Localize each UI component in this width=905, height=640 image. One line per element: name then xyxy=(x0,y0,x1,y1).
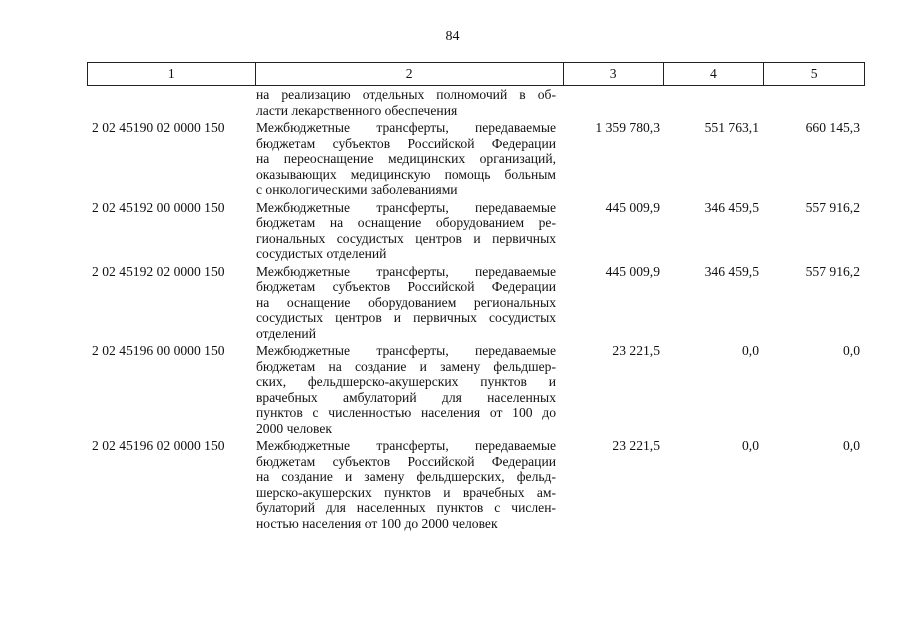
amount-column-5: 660 145,3 xyxy=(805,120,860,135)
description-line xyxy=(256,516,559,532)
table-row xyxy=(87,438,865,531)
amount-column-5: 0,0 xyxy=(843,343,860,358)
description-line-text: гиональных сосудистых центров и первичных xyxy=(256,230,556,246)
budget-code: 2 02 45196 00 0000 150 xyxy=(92,343,225,358)
description-line xyxy=(256,405,559,421)
description-line-text: бюджетам субъектов Российской Федерации xyxy=(256,279,556,294)
description-line-text: ласти лекарственного обеспечения xyxy=(256,102,458,118)
description-line xyxy=(256,182,559,198)
description-line-text: пунктов с численностью населения от 100 до xyxy=(256,405,556,420)
description-line-text: на реализацию отдельных полномочий в об- xyxy=(256,87,556,102)
description-line-text: врачебных амбулаторий для населенных xyxy=(256,389,556,405)
description-line-text: на переоснащение медицинских организаций, xyxy=(256,151,556,166)
amount-column-4: 346 459,5 xyxy=(704,199,759,215)
budget-code: 2 02 45190 02 0000 150 xyxy=(92,120,225,135)
description-line-text: на оснащение оборудованием региональных xyxy=(256,294,556,310)
description-line xyxy=(256,485,559,501)
description-line xyxy=(256,103,559,119)
description-line xyxy=(256,421,559,437)
description-line-text: бюджетам на создание и замену фельдшер- xyxy=(256,358,556,374)
description-line xyxy=(256,246,559,262)
budget-code: 2 02 45196 02 0000 150 xyxy=(92,438,225,453)
description-line-text: оказывающих медицинскую помощь больным xyxy=(256,166,556,182)
description-line xyxy=(256,438,559,454)
budget-code: 2 02 45192 02 0000 150 xyxy=(92,263,225,279)
table-header xyxy=(87,62,865,86)
description-line xyxy=(256,500,559,516)
description-line xyxy=(256,343,559,359)
row-spacer xyxy=(87,531,865,533)
amount-column-3: 23 221,5 xyxy=(612,343,660,358)
description-line xyxy=(256,279,559,295)
amount-column-5: 557 916,2 xyxy=(805,199,860,215)
amount-column-5: 0,0 xyxy=(843,438,860,453)
description-line xyxy=(256,264,559,280)
table-row xyxy=(87,343,865,436)
description-line xyxy=(256,231,559,247)
description xyxy=(255,343,564,436)
description-line-text: шерско-акушерских пунктов и врачебных ам- xyxy=(256,484,556,500)
column-header-3: 3 xyxy=(564,63,664,85)
description-line xyxy=(256,374,559,390)
description-line xyxy=(256,359,559,375)
budget-code xyxy=(87,87,255,118)
budget-code: 2 02 45192 00 0000 150 xyxy=(92,199,225,215)
description xyxy=(255,87,564,118)
amount-column-5: 557 916,2 xyxy=(805,263,860,279)
description-line-text: на создание и замену фельдшерских, фельд- xyxy=(256,469,556,484)
table-row xyxy=(87,87,865,118)
table-body xyxy=(87,87,865,533)
description-line xyxy=(256,310,559,326)
description xyxy=(255,200,564,262)
description-line-text: Межбюджетные трансферты, передаваемые xyxy=(256,343,556,358)
description-line xyxy=(256,326,559,342)
description xyxy=(255,264,564,342)
description-line xyxy=(256,167,559,183)
description-line-text: бюджетам субъектов Российской Федерации xyxy=(256,453,556,469)
table-row xyxy=(87,264,865,342)
description-line xyxy=(256,151,559,167)
amount-column-3: 445 009,9 xyxy=(605,263,660,279)
description-line xyxy=(256,390,559,406)
amount-column-3: 23 221,5 xyxy=(612,438,660,453)
description-line xyxy=(256,295,559,311)
amount-column-4: 551 763,1 xyxy=(704,120,759,135)
column-header-1: 1 xyxy=(88,63,256,85)
amount-column-4: 0,0 xyxy=(742,438,759,453)
description-line-text: Межбюджетные трансферты, передаваемые xyxy=(256,438,556,453)
amount-column-4 xyxy=(664,87,765,118)
column-header-5: 5 xyxy=(810,66,818,81)
description-line-text: бюджетам субъектов Российской Федерации xyxy=(256,135,556,151)
description-line xyxy=(256,120,559,136)
description-line xyxy=(256,87,559,103)
amount-column-4: 346 459,5 xyxy=(704,263,759,279)
column-header-2: 2 xyxy=(256,63,564,85)
description-line-text: сосудистых отделений xyxy=(256,246,387,261)
table-row xyxy=(87,200,865,262)
description-line-text: ских, фельдшерско-акушерских пунктов и xyxy=(256,374,556,389)
page-number: 84 xyxy=(445,29,460,44)
description-line-text: Межбюджетные трансферты, передаваемые xyxy=(256,120,556,135)
description-line-text: 2000 человек xyxy=(256,420,333,436)
description-line-text: ностью населения от 100 до 2000 человек xyxy=(256,515,498,531)
description-line-text: Межбюджетные трансферты, передаваемые xyxy=(256,199,556,215)
amount-column-5 xyxy=(765,87,865,118)
description xyxy=(255,120,564,198)
description-line-text: булаторий для населенных пунктов с числен- xyxy=(256,500,556,515)
description-line xyxy=(256,136,559,152)
description xyxy=(255,438,564,531)
description-line-text: отделений xyxy=(256,325,316,341)
amount-column-3 xyxy=(564,87,664,118)
description-line-text: Межбюджетные трансферты, передаваемые xyxy=(256,263,556,279)
description-line-text: бюджетам на оснащение оборудованием ре- xyxy=(256,215,556,230)
description-line xyxy=(256,469,559,485)
description-line xyxy=(256,200,559,216)
description-line-text: сосудистых центров и первичных сосудистых xyxy=(256,310,556,325)
column-header-4: 4 xyxy=(664,63,765,85)
amount-column-3: 1 359 780,3 xyxy=(595,120,660,135)
description-line xyxy=(256,454,559,470)
table-row xyxy=(87,120,865,198)
description-line xyxy=(256,215,559,231)
amount-column-4: 0,0 xyxy=(742,343,759,358)
amount-column-3: 445 009,9 xyxy=(605,199,660,215)
description-line-text: с онкологическими заболеваниями xyxy=(256,182,458,197)
